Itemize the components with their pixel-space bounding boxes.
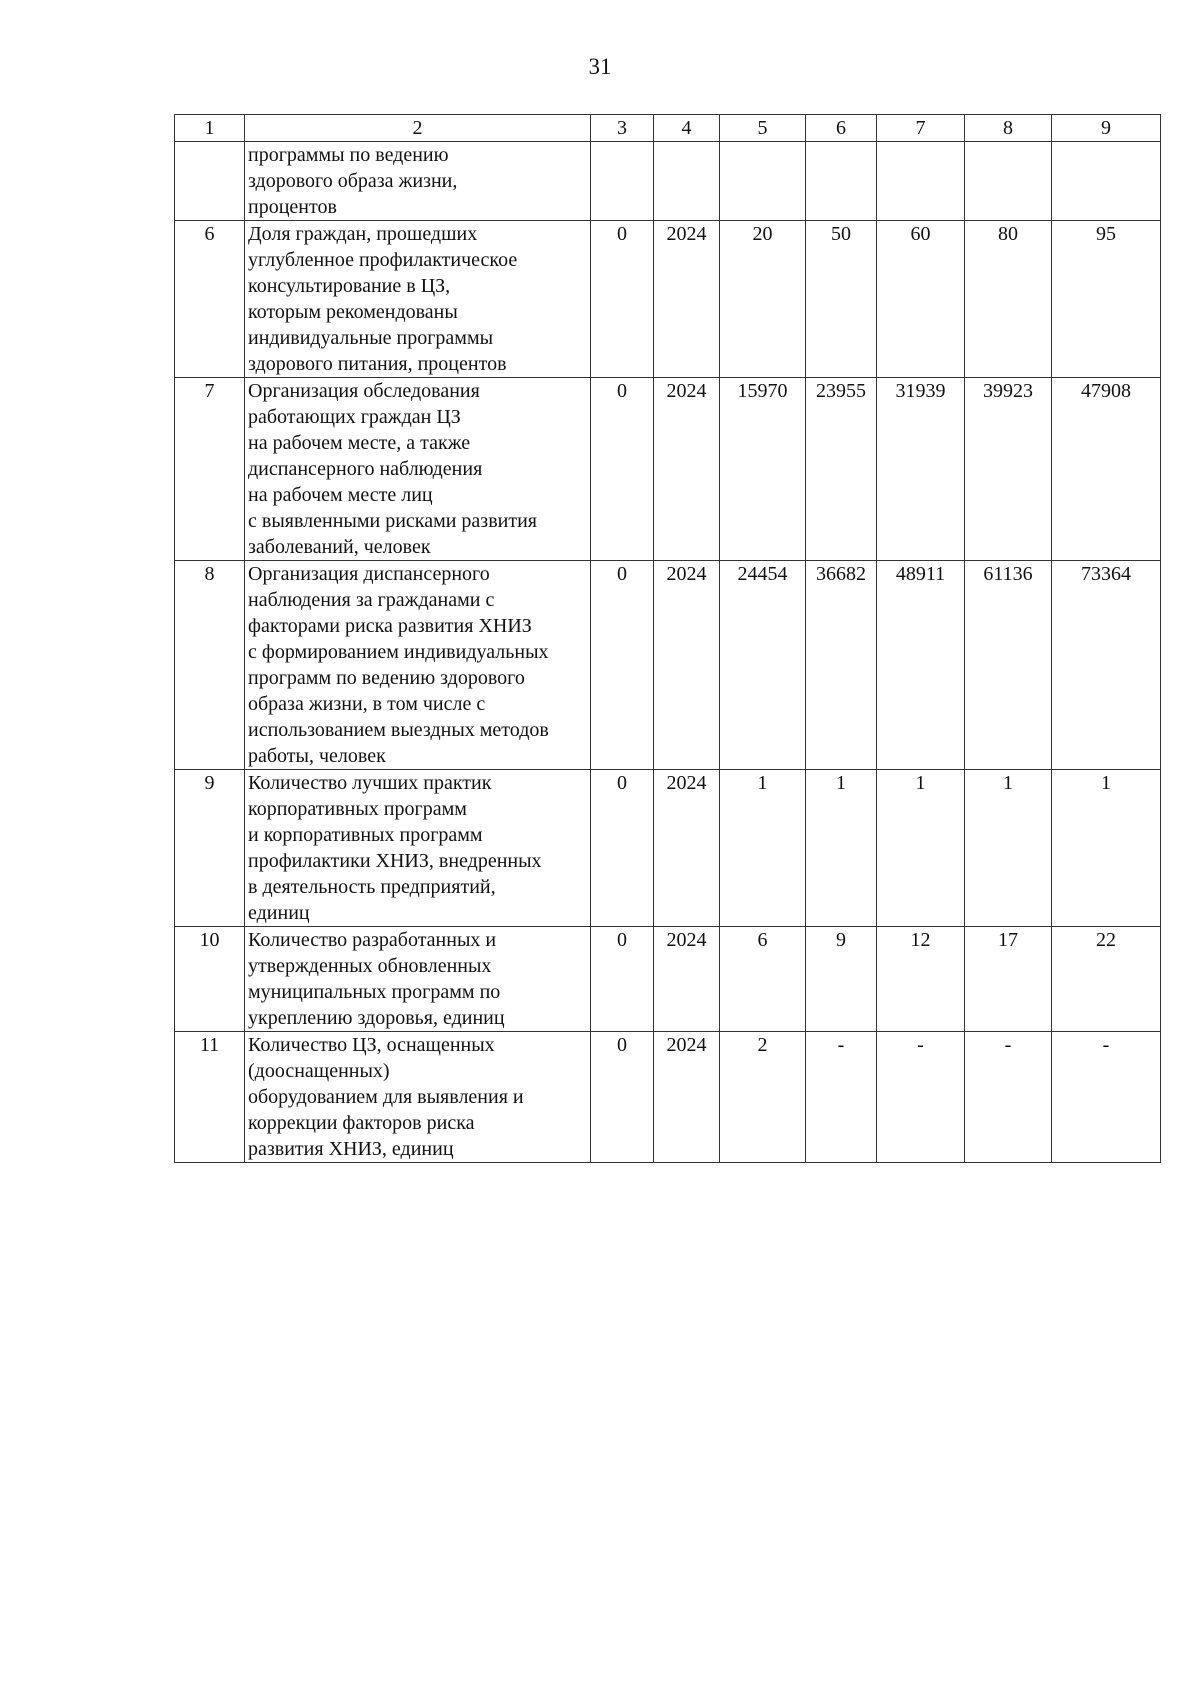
indicator-description-cell: Количество разработанных и утвержденных обновленных муниципальных программ по укреплению здоровья, единиц	[245, 927, 591, 1032]
value-cell: 1	[965, 770, 1052, 927]
value-cell: 15970	[720, 378, 806, 561]
value-cell: 60	[877, 221, 965, 378]
header-cell: 1	[175, 115, 245, 142]
value-cell: 17	[965, 927, 1052, 1032]
value-cell	[806, 142, 877, 221]
indicator-description-cell: Количество лучших практик корпоративных программ и корпоративных программ профилактики ХНИЗ, внедренных в деятельность предприятий, единиц	[245, 770, 591, 927]
value-cell	[654, 142, 720, 221]
table-row	[175, 927, 1161, 1032]
table-header-row	[175, 115, 1161, 142]
indicator-description-cell: Количество ЦЗ, оснащенных (дооснащенных) оборудованием для выявления и коррекции факторов риска развития ХНИЗ, единиц	[245, 1032, 591, 1163]
header-cell: 5	[720, 115, 806, 142]
value-cell: 0	[591, 770, 654, 927]
value-cell: 0	[591, 927, 654, 1032]
value-cell: 20	[720, 221, 806, 378]
value-cell: 0	[591, 221, 654, 378]
value-cell	[965, 142, 1052, 221]
value-cell: 47908	[1052, 378, 1161, 561]
table-row	[175, 221, 1161, 378]
value-cell: 22	[1052, 927, 1161, 1032]
value-cell	[1052, 142, 1161, 221]
value-cell: 1	[720, 770, 806, 927]
row-number-cell: 8	[175, 561, 245, 770]
indicators-table	[174, 114, 1161, 1163]
value-cell: 24454	[720, 561, 806, 770]
value-cell: 61136	[965, 561, 1052, 770]
table-row	[175, 1032, 1161, 1163]
value-cell: -	[806, 1032, 877, 1163]
value-cell: 95	[1052, 221, 1161, 378]
value-cell	[877, 142, 965, 221]
row-number-cell: 11	[175, 1032, 245, 1163]
indicator-description-cell: Организация обследования работающих граждан ЦЗ на рабочем месте, а также диспансерного наблюдения на рабочем месте лиц с выявленными рисками развития заболеваний, человек	[245, 378, 591, 561]
row-number-cell	[175, 142, 245, 221]
indicator-description-cell: Доля граждан, прошедших углубленное профилактическое консультирование в ЦЗ, которым рекомендованы индивидуальные программы здорового питания, процентов	[245, 221, 591, 378]
table-row	[175, 378, 1161, 561]
value-cell: 1	[877, 770, 965, 927]
value-cell: 31939	[877, 378, 965, 561]
table-row	[175, 561, 1161, 770]
value-cell: 12	[877, 927, 965, 1032]
value-cell	[720, 142, 806, 221]
value-cell: 2024	[654, 561, 720, 770]
value-cell: 73364	[1052, 561, 1161, 770]
value-cell: 48911	[877, 561, 965, 770]
value-cell: 2	[720, 1032, 806, 1163]
header-cell: 9	[1052, 115, 1161, 142]
header-cell: 2	[245, 115, 591, 142]
indicator-description-cell: Организация диспансерного наблюдения за гражданами с факторами риска развития ХНИЗ с формированием индивидуальных программ по ведению здорового образа жизни, в том числе с использованием выездных методов работы, человек	[245, 561, 591, 770]
header-cell: 8	[965, 115, 1052, 142]
table-row	[175, 142, 1161, 221]
indicator-description-cell: программы по ведению здорового образа жизни, процентов	[245, 142, 591, 221]
header-cell: 7	[877, 115, 965, 142]
value-cell: 80	[965, 221, 1052, 378]
table-row	[175, 770, 1161, 927]
row-number-cell: 6	[175, 221, 245, 378]
value-cell: 50	[806, 221, 877, 378]
value-cell: 1	[1052, 770, 1161, 927]
value-cell: -	[965, 1032, 1052, 1163]
value-cell: 2024	[654, 1032, 720, 1163]
value-cell: 2024	[654, 770, 720, 927]
value-cell: 9	[806, 927, 877, 1032]
header-cell: 3	[591, 115, 654, 142]
header-cell: 4	[654, 115, 720, 142]
header-cell: 6	[806, 115, 877, 142]
value-cell: 0	[591, 378, 654, 561]
value-cell: 23955	[806, 378, 877, 561]
row-number-cell: 9	[175, 770, 245, 927]
value-cell: 2024	[654, 378, 720, 561]
value-cell: -	[877, 1032, 965, 1163]
value-cell: 36682	[806, 561, 877, 770]
value-cell: 2024	[654, 927, 720, 1032]
page-number: 31	[588, 54, 612, 79]
value-cell: -	[1052, 1032, 1161, 1163]
value-cell: 2024	[654, 221, 720, 378]
value-cell: 1	[806, 770, 877, 927]
value-cell	[591, 142, 654, 221]
row-number-cell: 7	[175, 378, 245, 561]
value-cell: 0	[591, 561, 654, 770]
row-number-cell: 10	[175, 927, 245, 1032]
value-cell: 39923	[965, 378, 1052, 561]
value-cell: 6	[720, 927, 806, 1032]
value-cell: 0	[591, 1032, 654, 1163]
